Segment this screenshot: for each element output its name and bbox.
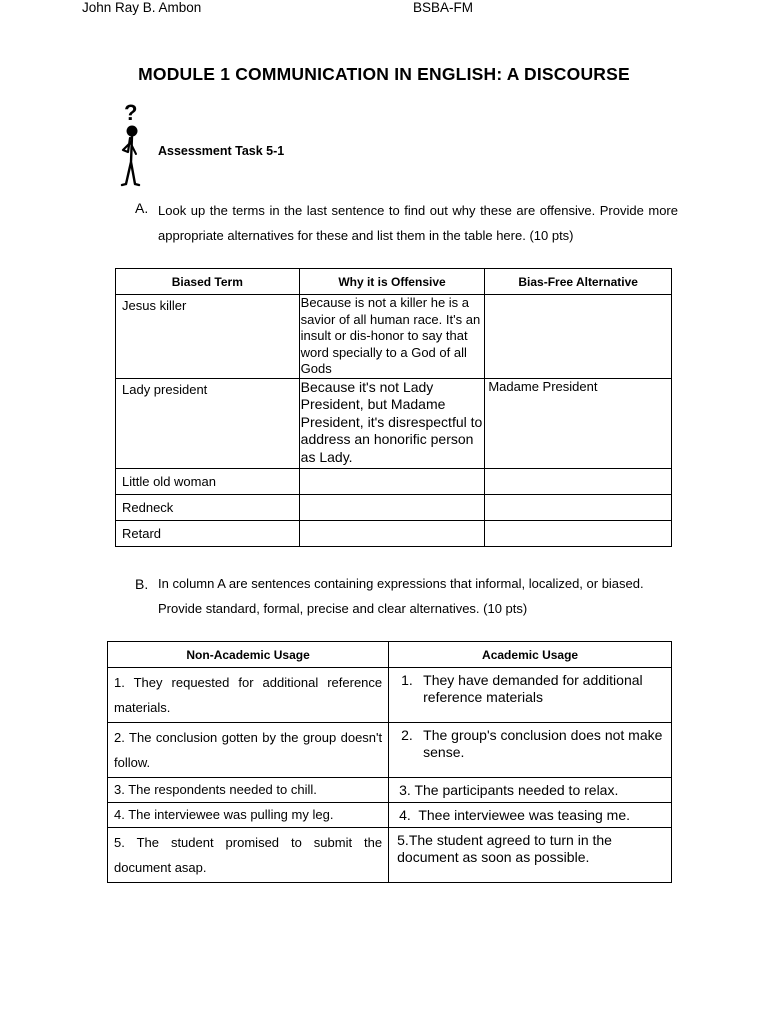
academic-text: They have demanded for additional reference materials xyxy=(423,672,643,705)
table-header-row xyxy=(116,269,672,295)
column-header: Non-Academic Usage xyxy=(108,642,389,668)
alternative-cell xyxy=(485,295,672,379)
table-row xyxy=(108,723,672,778)
table-row xyxy=(116,494,672,520)
academic-text: The group's conclusion does not make sense. xyxy=(423,727,663,760)
academic-usage-table xyxy=(107,641,672,883)
column-header: Bias-Free Alternative xyxy=(485,269,672,295)
non-academic-cell: 2. The conclusion gotten by the group doesn't follow. xyxy=(108,723,389,778)
column-header: Biased Term xyxy=(116,269,300,295)
academic-cell: 4. Thee interviewee was teasing me. xyxy=(389,803,672,828)
thinking-stick-figure-icon xyxy=(112,100,148,190)
section-b-instructions: In column A are sentences containing expressions that informal, localized, or biased. Provide standard, formal, precise and clear alternatives. (10 pts) xyxy=(158,576,644,616)
table-row xyxy=(108,828,672,883)
academic-cell xyxy=(389,668,672,723)
alternative-cell xyxy=(485,494,672,520)
non-academic-cell: 3. The respondents needed to chill. xyxy=(108,778,389,803)
offensive-reason-cell: Because is not a killer he is a savior of all human race. It's an insult or dis-honor to say that word specially to a God of all Gods xyxy=(299,295,485,379)
biased-term-cell: Lady president xyxy=(116,378,300,468)
non-academic-cell: 1. They requested for additional reference materials. xyxy=(108,668,389,723)
table-row xyxy=(108,803,672,828)
table-row xyxy=(116,520,672,546)
offensive-reason-cell xyxy=(299,468,485,494)
academic-cell xyxy=(389,723,672,778)
alternative-cell: Madame President xyxy=(485,378,672,468)
alternative-cell xyxy=(485,468,672,494)
list-number: 1. xyxy=(401,672,413,688)
svg-text:?: ? xyxy=(124,100,138,125)
section-a-instructions: Look up the terms in the last sentence to find out why these are offensive. Provide more appropriate alternatives for these and list them in the table here. (10 pts) xyxy=(158,203,678,243)
academic-cell: 5.The student agreed to turn in the document as soon as possible. xyxy=(389,828,672,883)
offensive-reason-cell xyxy=(299,494,485,520)
section-b-letter: B. xyxy=(135,576,149,592)
table-row xyxy=(116,468,672,494)
non-academic-cell: 5. The student promised to submit the document asap. xyxy=(108,828,389,883)
alternative-cell xyxy=(485,520,672,546)
table-row xyxy=(108,778,672,803)
column-header: Why it is Offensive xyxy=(299,269,485,295)
biased-term-cell: Redneck xyxy=(116,494,300,520)
non-academic-cell: 4. The interviewee was pulling my leg. xyxy=(108,803,389,828)
header-student-name: John Ray B. Ambon xyxy=(82,0,202,15)
header-course: BSBA-FM xyxy=(413,0,474,15)
table-row xyxy=(108,668,672,723)
column-header: Academic Usage xyxy=(389,642,672,668)
section-a-letter: A. xyxy=(135,200,149,216)
offensive-reason-cell: Because it's not Lady President, but Madame President, it's disrespectful to address an honorific person as Lady. xyxy=(299,378,485,468)
assessment-task-label: Assessment Task 5-1 xyxy=(158,144,285,158)
table-row xyxy=(116,295,672,379)
biased-term-cell: Jesus killer xyxy=(116,295,300,379)
academic-cell: 3. The participants needed to relax. xyxy=(389,778,672,803)
table-header-row xyxy=(108,642,672,668)
biased-terms-table xyxy=(115,268,672,547)
biased-term-cell: Retard xyxy=(116,520,300,546)
list-number: 2. xyxy=(401,727,413,743)
offensive-reason-cell xyxy=(299,520,485,546)
biased-term-cell: Little old woman xyxy=(116,468,300,494)
page-title: MODULE 1 COMMUNICATION IN ENGLISH: A DISCOURSE xyxy=(138,64,630,84)
table-row xyxy=(116,378,672,468)
